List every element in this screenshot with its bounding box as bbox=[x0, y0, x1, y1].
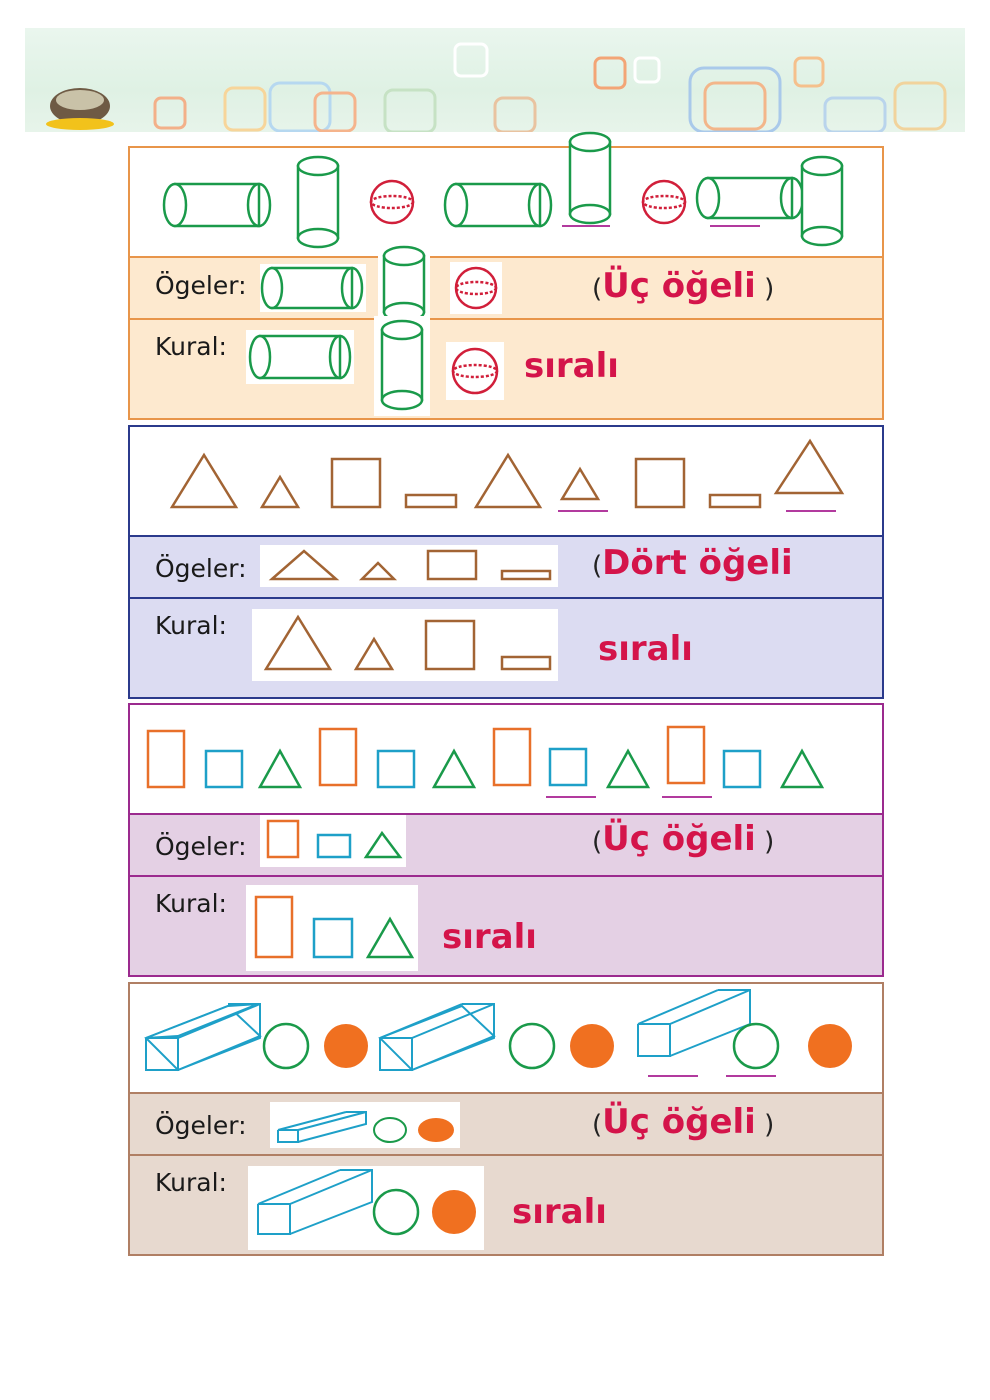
rectangle-icon bbox=[710, 495, 760, 507]
pattern-section-1 bbox=[128, 146, 884, 420]
rule-card bbox=[252, 609, 558, 681]
rule-row bbox=[130, 875, 882, 975]
elements-card bbox=[270, 1102, 460, 1148]
big-triangle-icon bbox=[476, 455, 540, 507]
elements-card bbox=[260, 545, 558, 587]
square-icon bbox=[636, 459, 684, 507]
count-note: (Üç öğeli ) bbox=[592, 1102, 775, 1142]
pattern-sequence bbox=[130, 148, 882, 256]
rule-card bbox=[446, 342, 504, 400]
elements-label: Ögeler: bbox=[155, 554, 247, 583]
pattern-sequence bbox=[130, 427, 882, 535]
elements-row bbox=[130, 256, 882, 318]
rule-card bbox=[246, 885, 418, 971]
elements-card bbox=[260, 264, 366, 312]
horizontal-cylinder-icon bbox=[164, 184, 270, 226]
rule-note: sıralı bbox=[524, 346, 619, 386]
vertical-cylinder-icon bbox=[802, 157, 842, 245]
rule-label: Kural: bbox=[155, 889, 227, 918]
header-banner bbox=[25, 28, 965, 132]
rule-card bbox=[374, 316, 430, 416]
vertical-cylinder-icon bbox=[298, 157, 338, 247]
empty-circle-icon bbox=[264, 1024, 308, 1068]
rule-row bbox=[130, 1154, 882, 1254]
pattern-section-4 bbox=[128, 982, 884, 1256]
square-icon bbox=[332, 459, 380, 507]
pattern-sequence bbox=[130, 984, 882, 1092]
sphere-icon bbox=[643, 181, 685, 223]
rule-note: sıralı bbox=[442, 917, 537, 957]
count-note: (Dört öğeli bbox=[592, 543, 793, 583]
rule-label: Kural: bbox=[155, 611, 227, 640]
rectangular-prism-icon bbox=[146, 1004, 260, 1070]
pattern-section-2 bbox=[128, 425, 884, 699]
elements-label: Ögeler: bbox=[155, 1111, 247, 1140]
sphere-icon bbox=[371, 181, 413, 223]
rule-label: Kural: bbox=[155, 1168, 227, 1197]
rule-note: sıralı bbox=[598, 629, 693, 669]
count-note: (Üç öğeli ) bbox=[592, 819, 775, 859]
small-triangle-icon bbox=[562, 469, 598, 499]
rectangular-prism-icon bbox=[380, 1004, 494, 1070]
big-triangle-icon bbox=[776, 441, 842, 493]
horizontal-cylinder-icon bbox=[697, 178, 803, 218]
horizontal-cylinder-icon bbox=[445, 184, 551, 226]
elements-card bbox=[450, 262, 502, 314]
pattern-section-3 bbox=[128, 703, 884, 977]
rule-row bbox=[130, 318, 882, 418]
elements-row bbox=[130, 1092, 882, 1154]
rule-card bbox=[246, 330, 354, 384]
vertical-cylinder-icon bbox=[570, 133, 610, 223]
rule-card bbox=[248, 1166, 484, 1250]
rule-label: Kural: bbox=[155, 332, 227, 361]
count-note: (Üç öğeli ) bbox=[592, 266, 775, 306]
elements-label: Ögeler: bbox=[155, 832, 247, 861]
small-triangle-icon bbox=[262, 477, 298, 507]
elements-card bbox=[378, 244, 430, 324]
elements-row bbox=[130, 535, 882, 597]
pattern-sequence bbox=[130, 705, 882, 813]
rule-row bbox=[130, 597, 882, 697]
elements-label: Ögeler: bbox=[155, 271, 247, 300]
rectangle-icon bbox=[406, 495, 456, 507]
elements-row bbox=[130, 813, 882, 875]
elements-card bbox=[260, 815, 406, 867]
big-triangle-icon bbox=[172, 455, 236, 507]
rule-note: sıralı bbox=[512, 1192, 607, 1232]
